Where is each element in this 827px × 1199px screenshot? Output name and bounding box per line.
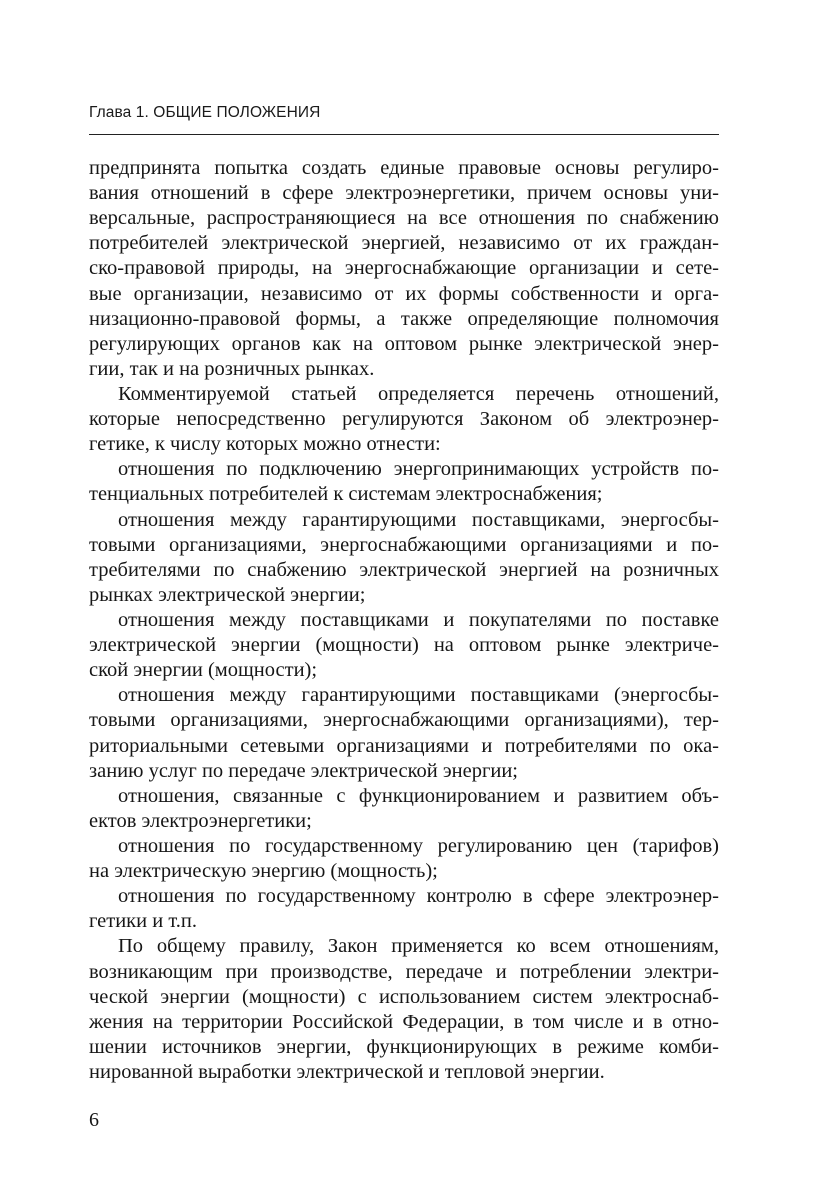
text-line: гетики и т.п. (89, 910, 197, 933)
list-item-first-line: отношения, связанные с функционированием и развитием объ- (118, 784, 719, 807)
text-line: низационно-правовой формы, а также определяющие полномочия (89, 307, 719, 330)
text-line: вые организации, независимо от их формы собственности и орга- (89, 282, 719, 305)
text-line: вания отношений в сфере электроэнергетики, причем основы уни- (89, 182, 719, 205)
page-body (89, 156, 719, 1085)
list-item-first-line: отношения между гарантирующими поставщиками, энергосбы- (118, 508, 719, 531)
text-line: электрической энергии (мощности) на оптовом рынке электриче- (89, 634, 719, 657)
paragraph-first-line: Комментируемой статьей определяется перечень отношений, (118, 382, 719, 405)
header-rule (89, 134, 719, 135)
text-line: риториальными сетевыми организациями и потребителями по ока- (89, 734, 719, 757)
text-line: версальные, распространяющиеся на все отношения по снабжению (89, 207, 719, 230)
text-line: которые непосредственно регулируются Законом об электроэнер- (89, 408, 719, 431)
text-line: возникающим при производстве, передаче и потреблении электри- (89, 960, 719, 983)
text-line: ской энергии (мощности); (89, 659, 318, 682)
text-line: тенциальных потребителей к системам электроснабжения; (89, 483, 603, 506)
list-item-first-line: отношения по подключению энергопринимающих устройств по- (118, 458, 719, 481)
text-line: потребителей электрической энергией, независимо от их граждан- (89, 232, 719, 255)
text-line: нированной выработки электрической и тепловой энергии. (89, 1060, 605, 1083)
list-item-first-line: отношения между поставщиками и покупателями по поставке (118, 608, 719, 631)
text-line: занию услуг по передаче электрической энергии; (89, 759, 518, 782)
chapter-running-head: Глава 1. ОБЩИЕ ПОЛОЖЕНИЯ (89, 104, 321, 121)
text-line: жения на территории Российской Федерации, в том числе и в отно- (89, 1010, 719, 1033)
text-line: ческой энергии (мощности) с использованием систем электроснаб- (89, 985, 719, 1008)
page-number: 6 (89, 1109, 99, 1131)
text-line: товыми организациями, энергоснабжающими организациями), тер- (89, 709, 719, 732)
text-line: регулирующих органов как на оптовом рынке электрической энер- (89, 332, 719, 355)
text-line: требителями по снабжению электрической энергией на розничных (89, 558, 719, 581)
list-item-first-line: отношения по государственному регулированию цен (тарифов) (118, 834, 719, 857)
text-line: товыми организациями, энергоснабжающими организациями и по- (89, 533, 719, 556)
text-line: предпринята попытка создать единые правовые основы регулиро- (89, 157, 719, 179)
text-line: ектов электроэнергетики; (89, 809, 312, 832)
text-line: гетике, к числу которых можно отнести: (89, 433, 441, 456)
text-line: на электрическую энергию (мощность); (89, 860, 438, 883)
paragraph-first-line: По общему правилу, Закон применяется ко всем отношениям, (118, 935, 719, 958)
text-line: ско-правовой природы, на энергоснабжающие организации и сете- (89, 257, 719, 280)
text-line: гии, так и на розничных рынках. (89, 357, 375, 380)
text-line: рынках электрической энергии; (89, 583, 366, 606)
text-line: шении источников энергии, функционирующих в режиме комби- (89, 1035, 719, 1058)
list-item-first-line: отношения между гарантирующими поставщиками (энергосбы- (118, 684, 719, 707)
list-item-first-line: отношения по государственному контролю в сфере электроэнер- (118, 885, 719, 908)
